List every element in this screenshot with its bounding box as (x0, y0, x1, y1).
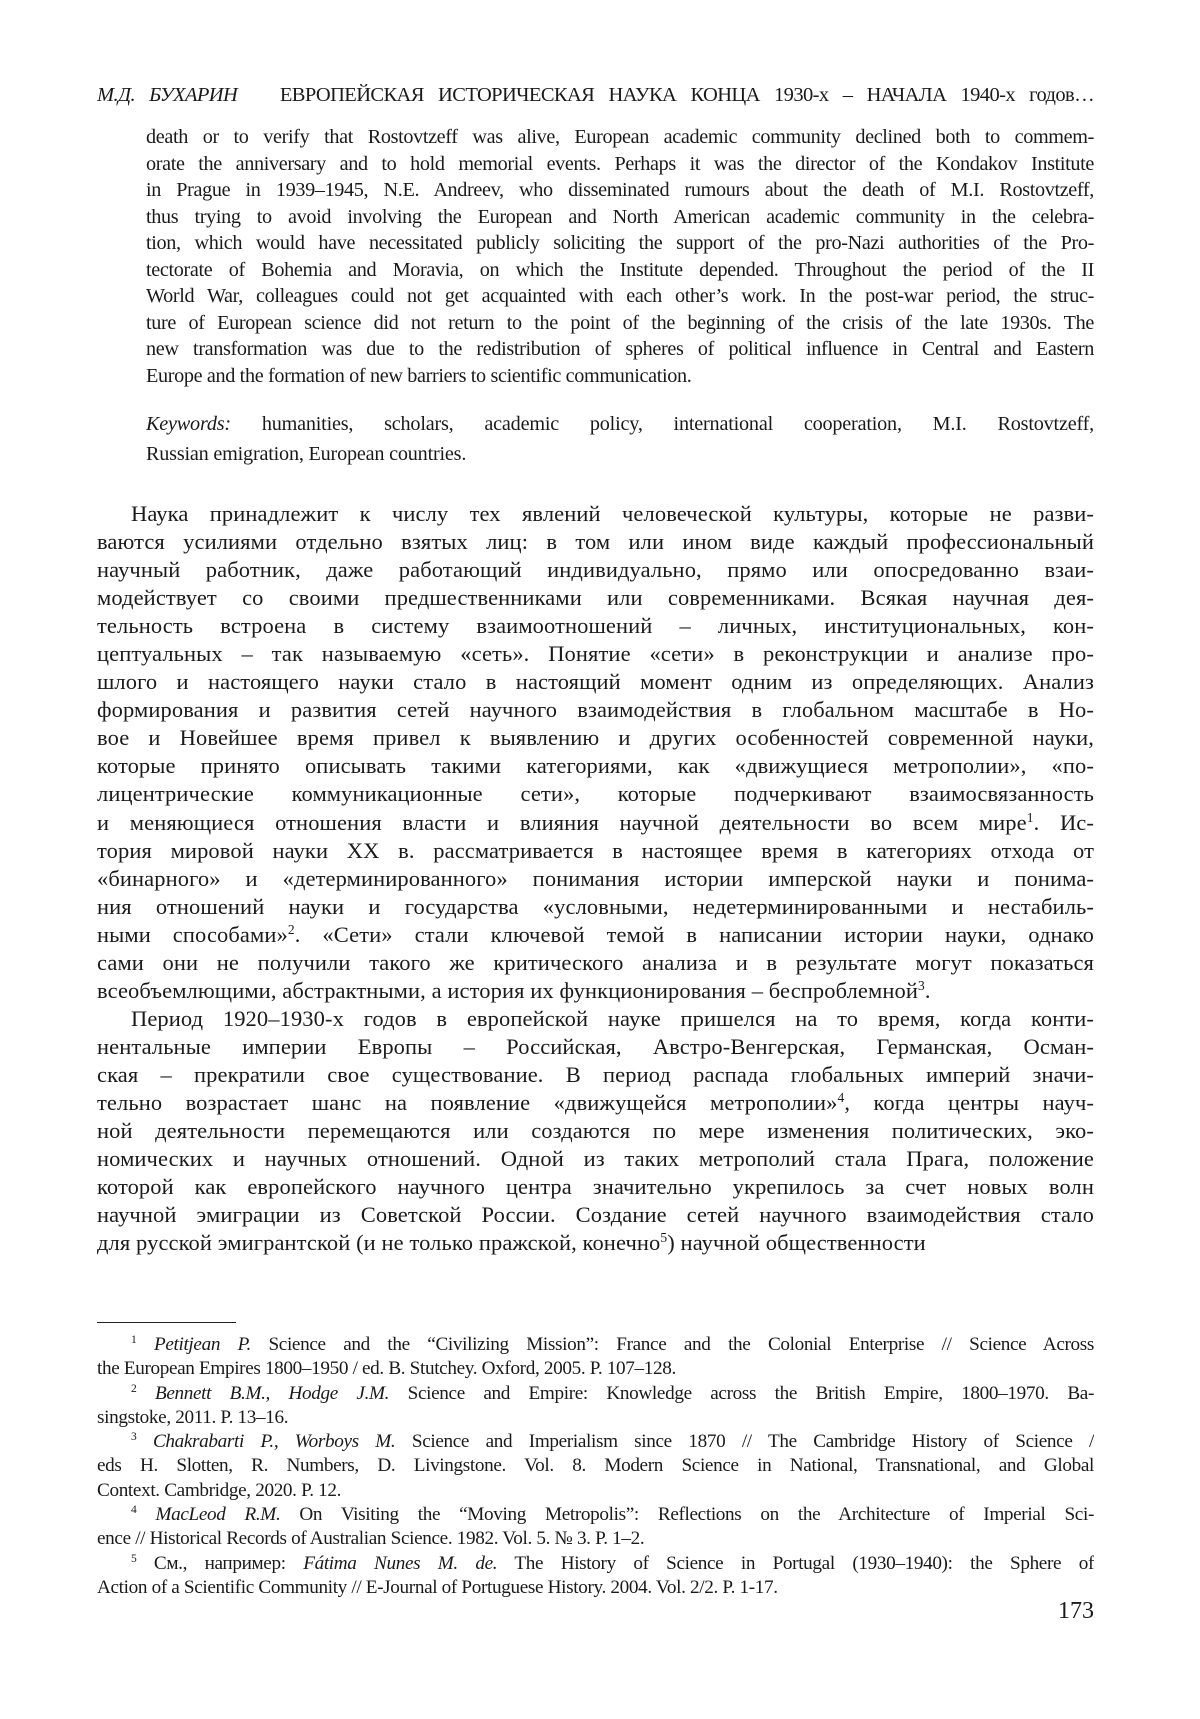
footnotes-line (97, 1552, 1094, 1576)
body-line (97, 1145, 1094, 1173)
text-run: Наука принадлежит к числу тех явлений человеческой культуры, которые не разви- (131, 501, 1094, 526)
text-run: ваются усилиями отдельно взятых лиц: в том или ином виде каждый профессиональный (97, 529, 1094, 554)
running-head (97, 80, 1094, 110)
text-run: которой как европейского научного центра значительно укрепилось за счет новых волн (97, 1174, 1094, 1199)
body-line (97, 780, 1094, 808)
text-run: Action of a Scientific Community // E-Journal of Portuguese History. 2004. Vol. 2/2. P. 1-17. (97, 1577, 778, 1598)
text-run: тория мировой науки XX в. рассматривается в настоящее время в категориях отхода от (97, 838, 1094, 863)
keywords (146, 409, 1094, 469)
body-line (97, 612, 1094, 640)
italic-text: Fátima Nunes M. de. (303, 1553, 497, 1574)
text-run: ) научной общественности (667, 1230, 926, 1255)
text-run: Europe and the formation of new barriers to scientific communication. (146, 365, 691, 387)
text-run: On Visiting the “Moving Metropolis”: Reflections on the Architecture of Imperial Sci- (280, 1504, 1094, 1525)
footnotes-line (97, 1503, 1094, 1527)
body-line (97, 949, 1094, 977)
body-line (97, 584, 1094, 612)
text-run: humanities, scholars, academic policy, international cooperation, M.I. Rostovtzeff, (231, 413, 1094, 435)
body-line (97, 893, 1094, 921)
body-line (97, 696, 1094, 724)
text-run: формирования и развития сетей научного взаимодействия в глобальном масштабе в Но- (97, 697, 1094, 722)
text-run: ence // Historical Records of Australian Science. 1982. Vol. 5. № 3. P. 1–2. (97, 1528, 644, 1549)
italic-text: Chakrabarti P., Worboys M. (153, 1431, 395, 1452)
footnotes-line (97, 1479, 1094, 1503)
footnotes-line (97, 1333, 1094, 1357)
text-run: World War, colleagues could not get acquainted with each other’s work. In the post-war period, the struc- (146, 285, 1094, 307)
text-run: Context. Cambridge, 2020. P. 12. (97, 1480, 341, 1501)
text-run: Science and Empire: Knowledge across the British Empire, 1800–1970. Ba- (389, 1383, 1094, 1404)
footnotes-line (97, 1357, 1094, 1381)
text-run: tion, which would have necessitated publicly soliciting the support of the pro-Nazi authorities of the Pro- (146, 232, 1094, 254)
body-text (97, 500, 1094, 1257)
body-line (97, 809, 1094, 837)
italic-text: Bennett B.M., Hodge J.M. (155, 1383, 389, 1404)
body-line (97, 1173, 1094, 1201)
text-run: The History of Science in Portugal (1930–1940): the Sphere of (497, 1553, 1094, 1574)
abstract-line (146, 204, 1094, 231)
text-run: всеобъемлющими, абстрактными, а история их функционирования – беспроблемной (97, 978, 918, 1003)
footnote-ref: 4 (838, 1090, 845, 1105)
page-number: 173 (1058, 1598, 1094, 1625)
text-run: вое и Новейшее время привел к выявлению и других особенностей современной науки, (97, 725, 1094, 750)
body-line (97, 1005, 1094, 1033)
body-line (97, 1089, 1094, 1117)
text-run: ture of European science did not return to the point of the beginning of the crisis of the late 1930s. The (146, 312, 1094, 334)
footnotes-line (97, 1430, 1094, 1454)
text-run: , когда центры науч- (844, 1090, 1094, 1115)
abstract-line (146, 257, 1094, 284)
text-run: . «Сети» стали ключевой темой в написании истории науки, однако (295, 922, 1094, 947)
text-run: Период 1920–1930-х годов в европейской науке пришелся на то время, когда конти- (131, 1006, 1094, 1031)
body-line (97, 668, 1094, 696)
text-run: . Ис- (1034, 810, 1094, 835)
keywords-line (146, 409, 1094, 439)
text-run: the European Empires 1800–1950 / ed. B. Stutchey. Oxford, 2005. P. 107–128. (97, 1358, 676, 1379)
footnote-ref: 3 (131, 1431, 136, 1443)
running-head-line (97, 80, 1094, 110)
text-run: Russian emigration, European countries. (146, 443, 466, 465)
text-run (136, 1504, 155, 1525)
text-run: Science and Imperialism since 1870 // The Cambridge History of Science / (395, 1431, 1094, 1452)
abstract-line (146, 283, 1094, 310)
footnote-ref: 2 (288, 922, 295, 937)
text-run: тельность встроена в систему взаимоотношений – личных, институциональных, кон- (97, 613, 1094, 638)
body-line (97, 865, 1094, 893)
footnotes-line (97, 1382, 1094, 1406)
text-run: модействует со своими предшественниками или современниками. Всякая научная дея- (97, 585, 1094, 610)
footnote-ref: 4 (131, 1504, 136, 1516)
text-run: цептуальных – так называемую «сеть». Понятие «сети» в реконструкции и анализе про- (97, 641, 1094, 666)
text-run (136, 1334, 154, 1355)
text-run: . (925, 978, 931, 1003)
text-run: тельно возрастает шанс на появление «движущейся метрополии» (97, 1090, 838, 1115)
footnote-divider (97, 1322, 236, 1323)
text-run: death or to verify that Rostovtzeff was alive, European academic community declined both to commem- (146, 126, 1094, 148)
abstract-line (146, 124, 1094, 151)
text-run: eds H. Slotten, R. Numbers, D. Livingstone. Vol. 8. Modern Science in National, Transnational, and Global (97, 1455, 1094, 1476)
text-run (136, 1431, 153, 1452)
text-run: которые принято описывать такими категориями, как «движущиеся метрополии», «по- (97, 753, 1094, 778)
text-run: ния отношений науки и государства «условными, недетерминированными и нестабиль- (97, 894, 1094, 919)
body-line (97, 1201, 1094, 1229)
text-run: singstoke, 2011. P. 13–16. (97, 1407, 288, 1428)
footnote-ref: 2 (131, 1383, 136, 1395)
text-run: научной эмиграции из Советской России. Создание сетей научного взаимодействия стало (97, 1202, 1094, 1227)
text-run: номических и научных отношений. Одной из таких метрополий стала Прага, положение (97, 1146, 1094, 1171)
text-run: лицентрические коммуникационные сети», которые подчеркивают взаимосвязанность (97, 781, 1094, 806)
text-run: ной деятельности перемещаются или создаются по мере изменения политических, эко- (97, 1118, 1094, 1143)
footnotes-line (97, 1527, 1094, 1551)
body-line (97, 1033, 1094, 1061)
footnotes-line (97, 1576, 1094, 1600)
footnotes-line (97, 1454, 1094, 1478)
text-run: orate the anniversary and to hold memorial events. Perhaps it was the director of the Kondakov Institute (146, 153, 1094, 175)
body-line (97, 1061, 1094, 1089)
body-line (97, 500, 1094, 528)
text-run: научный работник, даже работающий индивидуально, прямо или опосредованно взаи- (97, 557, 1094, 582)
footnote-ref: 5 (660, 1230, 667, 1245)
text-run: для русской эмигрантской (и не только пражской, конечно (97, 1230, 660, 1255)
abstract (146, 124, 1094, 389)
body-line (97, 1117, 1094, 1145)
footnote-ref: 5 (131, 1553, 136, 1565)
body-line (97, 752, 1094, 780)
body-line (97, 921, 1094, 949)
italic-text: Keywords: (146, 413, 231, 435)
text-run: «бинарного» и «детерминированного» понимания истории имперской науки и понима- (97, 866, 1094, 891)
body-line (97, 528, 1094, 556)
footnote-ref: 1 (131, 1334, 136, 1346)
text-run (136, 1383, 155, 1404)
text-run: new transformation was due to the redistribution of spheres of political influence in Central and Eastern (146, 338, 1094, 360)
text-run: thus trying to avoid involving the European and North American academic community in the celebra- (146, 206, 1094, 228)
text-run: ными способами» (97, 922, 288, 947)
footnotes-line (97, 1406, 1094, 1430)
text-run: tectorate of Bohemia and Moravia, on which the Institute depended. Throughout the period of the II (146, 259, 1094, 281)
footnotes (97, 1333, 1094, 1600)
abstract-line (146, 151, 1094, 178)
text-run: сами они не получили такого же критического анализа и в результате могут показаться (97, 950, 1094, 975)
text-run: ская – прекратили свое существование. В период распада глобальных империй значи- (97, 1062, 1094, 1087)
italic-text: Petitjean P. (154, 1334, 251, 1355)
keywords-line (146, 439, 1094, 469)
abstract-line (146, 177, 1094, 204)
body-line (97, 724, 1094, 752)
italic-text: MacLeod R.M. (155, 1504, 280, 1525)
abstract-line (146, 310, 1094, 337)
text-run: и меняющиеся отношения власти и влияния научной деятельности во всем мире (97, 810, 1027, 835)
body-line (97, 977, 1094, 1005)
body-line (97, 556, 1094, 584)
footnote-ref: 3 (918, 978, 925, 993)
text-run: шлого и настоящего науки стало в настоящий момент одним из определяющих. Анализ (97, 669, 1094, 694)
running-head-title: ЕВРОПЕЙСКАЯ ИСТОРИЧЕСКАЯ НАУКА КОНЦА 1930-х – НАЧАЛА 1940-х годов… (280, 84, 1094, 106)
abstract-line (146, 336, 1094, 363)
body-line (97, 640, 1094, 668)
footnote-ref: 1 (1027, 809, 1034, 824)
body-line (97, 837, 1094, 865)
text-run: Science and the “Civilizing Mission”: France and the Colonial Enterprise // Science Across (251, 1334, 1094, 1355)
text-run: in Prague in 1939–1945, N.E. Andreev, who disseminated rumours about the death of M.I. Rostovtzeff, (146, 179, 1094, 201)
abstract-line (146, 230, 1094, 257)
abstract-line (146, 363, 1094, 390)
running-head-author: М.Д. БУХАРИН (97, 84, 237, 106)
body-line (97, 1229, 1094, 1257)
text-run: См., например: (136, 1553, 303, 1574)
text-run: нентальные империи Европы – Российская, Австро-Венгерская, Германская, Осман- (97, 1034, 1094, 1059)
